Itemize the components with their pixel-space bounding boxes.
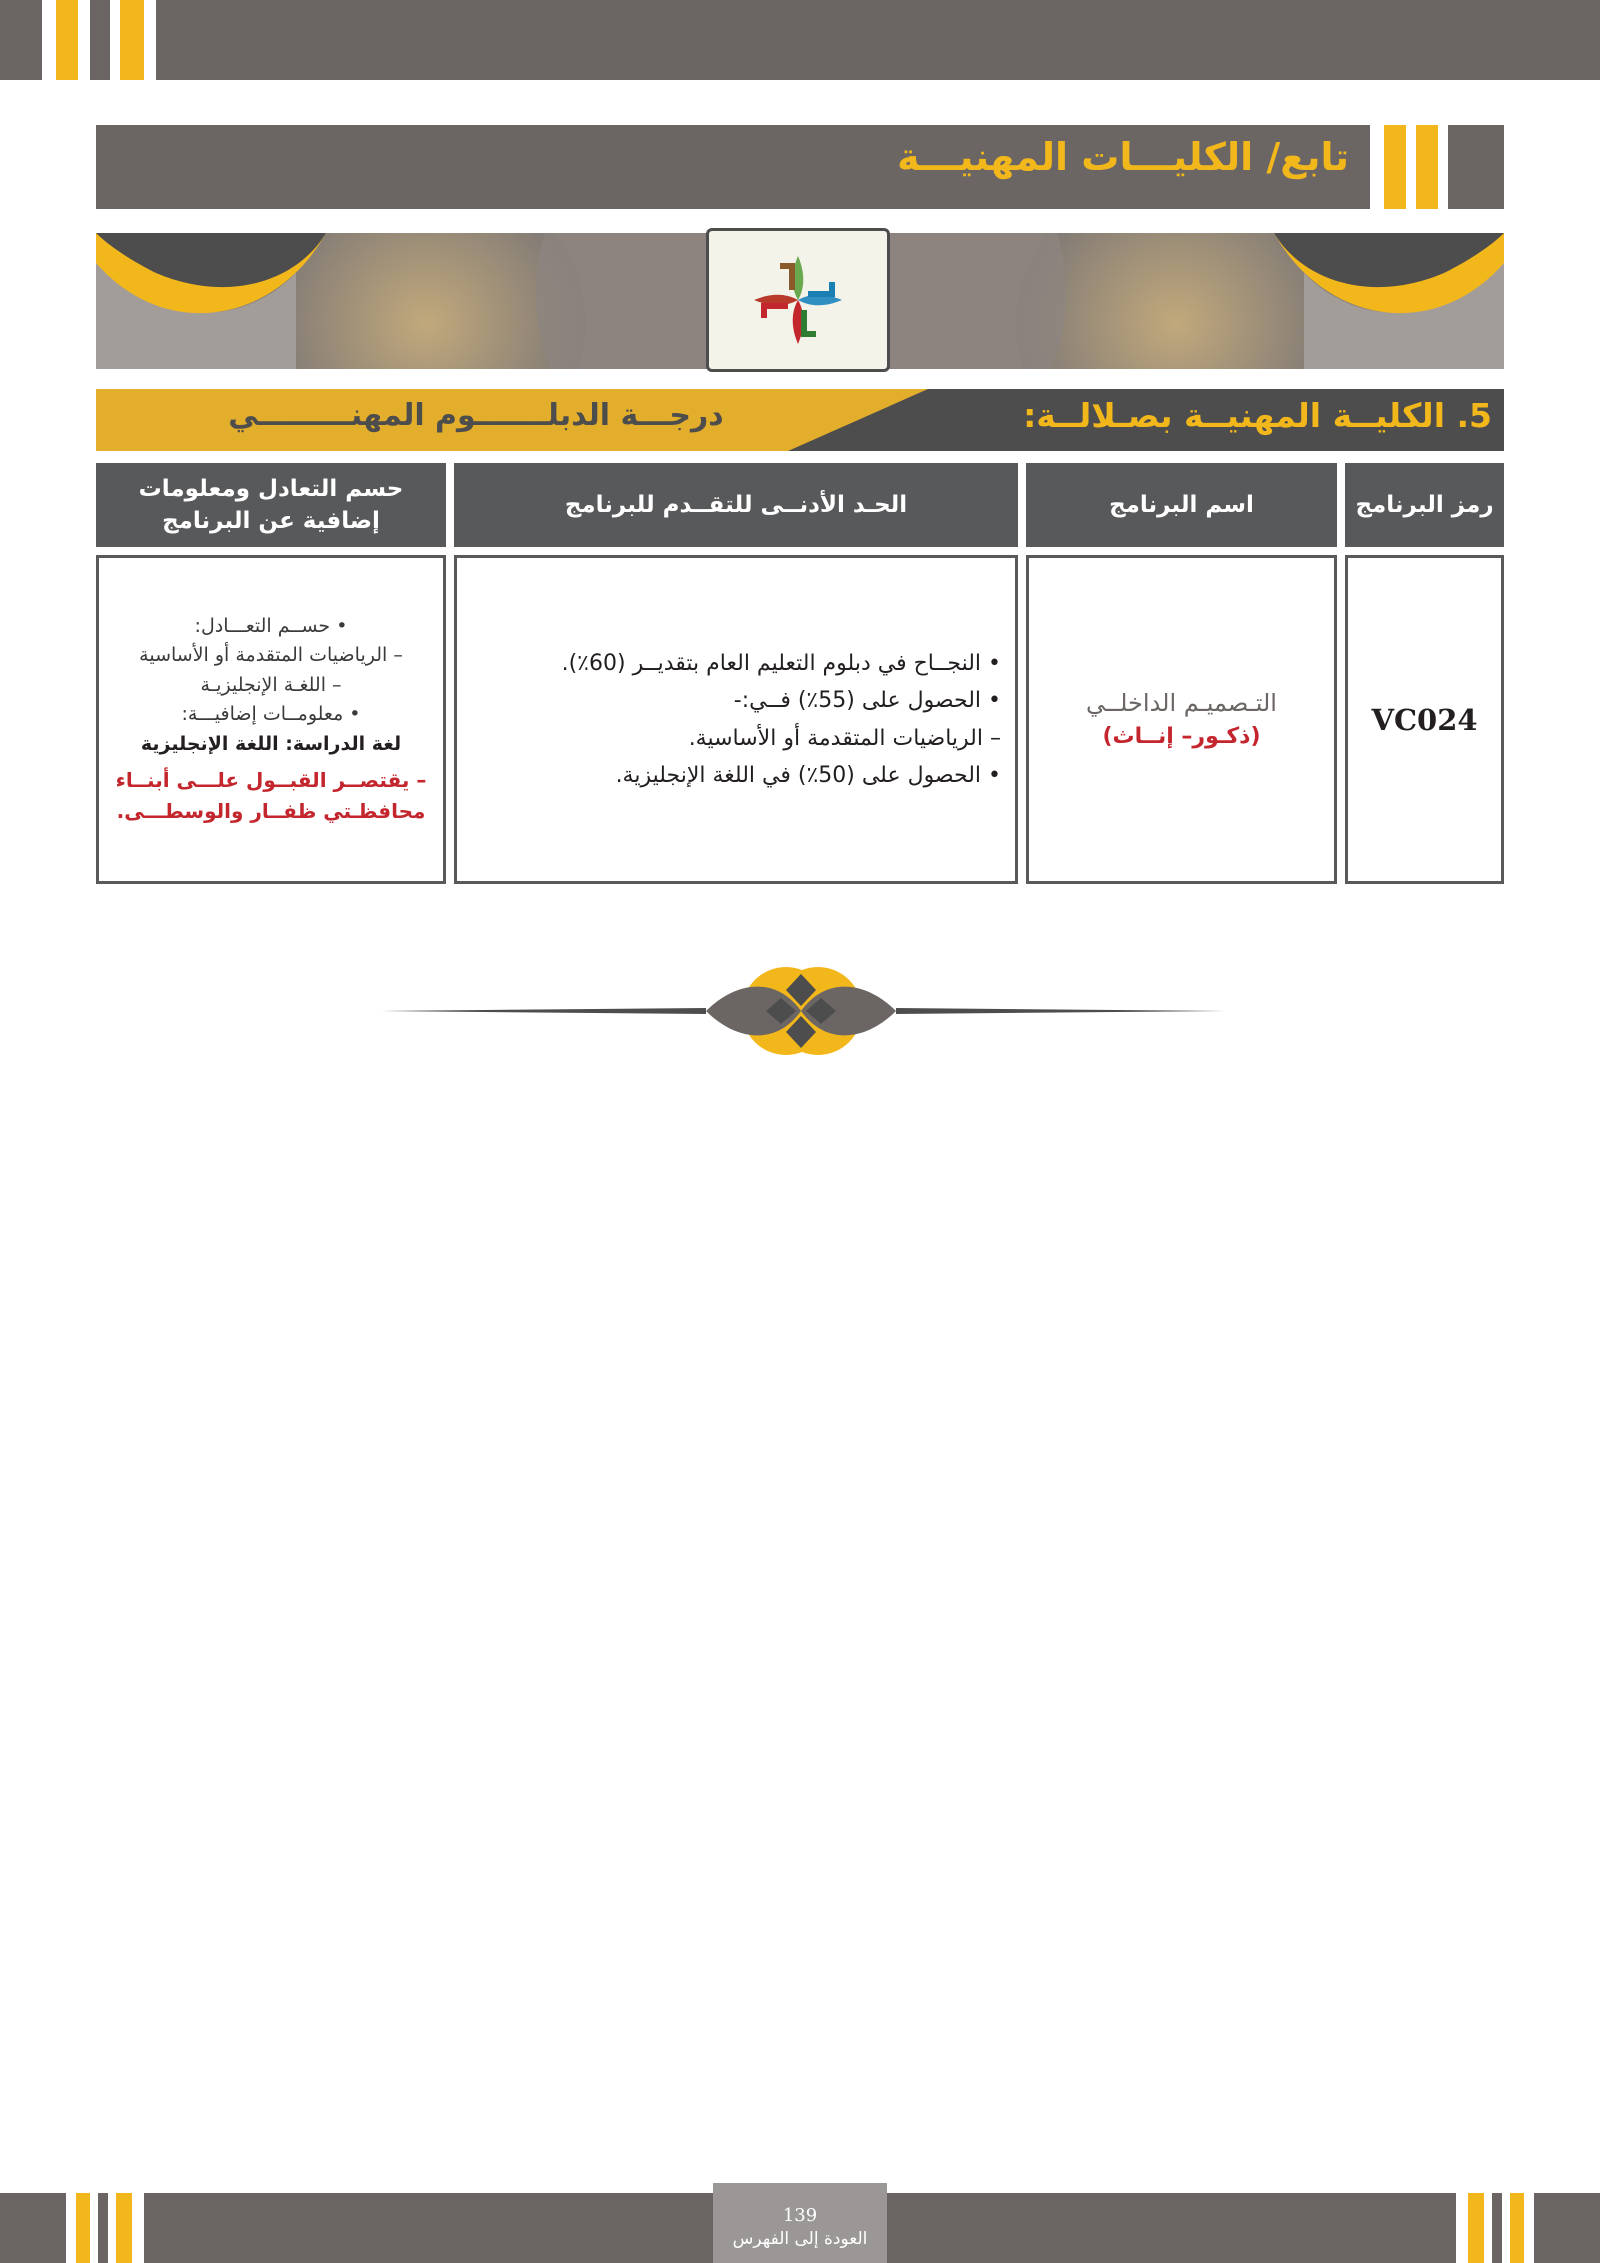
footer-stripe-white xyxy=(1456,2193,1468,2263)
footer-stripe-white xyxy=(1524,2193,1534,2263)
cell-program-code xyxy=(1345,555,1504,884)
footer-stripe-yellow xyxy=(116,2193,132,2263)
top-bar xyxy=(0,0,1600,80)
requirements-list xyxy=(562,645,1001,795)
logo-box xyxy=(706,228,890,372)
footer-stripe-white xyxy=(90,2193,98,2263)
footer-stripe-white xyxy=(1484,2193,1492,2263)
top-stripe-yellow xyxy=(56,0,78,80)
header-tiebreak-info: حسم التعادل ومعلومات إضافية عن البرنامج xyxy=(96,463,446,547)
title-stripe-yellow xyxy=(1416,125,1438,209)
footer-stripe-white xyxy=(132,2193,144,2263)
requirement-item: – الرياضيات المتقدمة أو الأساسية. xyxy=(688,725,1001,751)
title-stripe-white xyxy=(1370,125,1384,209)
footer-stripe-white xyxy=(1502,2193,1510,2263)
tiebreak-item: – اللغـة الإنجليزيـة xyxy=(200,673,342,696)
top-stripe-gray xyxy=(90,0,110,80)
section-title: تابع/ الكليـــات المهنيـــة xyxy=(897,135,1349,179)
section-title-bar xyxy=(96,125,1504,209)
divider-ornament-icon xyxy=(376,966,1226,1056)
cell-requirements xyxy=(454,555,1018,884)
requirement-item: • الحصول على (55٪) فــي:- xyxy=(733,688,1001,714)
top-stripe-white xyxy=(110,0,120,80)
program-code: VC024 xyxy=(1371,702,1478,737)
header-min-requirements: الحـد الأدنــى للتقــدم للبرنامج xyxy=(454,463,1018,547)
title-stripe-white xyxy=(1438,125,1448,209)
requirement-item: • النجــاح في دبلوم التعليم العام بتقديــر (60٪). xyxy=(561,650,1001,676)
top-stripe-white xyxy=(144,0,156,80)
footer-stripe-yellow xyxy=(76,2193,90,2263)
college-bar xyxy=(96,389,1504,451)
program-name-box xyxy=(1086,686,1277,753)
title-stripe-yellow xyxy=(1384,125,1406,209)
header-program-code: رمز البرنامج xyxy=(1345,463,1504,547)
degree-label: درجـــة الدبلـــــــوم المهنـــــــــي xyxy=(228,398,724,433)
header-program-name: اسم البرنامج xyxy=(1026,463,1337,547)
footer-stripe-yellow xyxy=(1510,2193,1524,2263)
info-title: • معلومــات إضافيـــة: xyxy=(181,703,361,726)
admission-restriction: – يقتصــر القبــول علـــى أبنــاء محافظـتي ظفــار والوسطـــى. xyxy=(115,768,427,824)
page-box[interactable] xyxy=(713,2183,887,2263)
page-number: 139 xyxy=(782,2205,818,2226)
back-to-index-link[interactable]: العودة إلى الفهرس xyxy=(732,2229,868,2249)
footer-stripe-white xyxy=(108,2193,116,2263)
title-stripe-white xyxy=(1406,125,1416,209)
tiebreak-info-box xyxy=(99,612,443,827)
footer-stripe-yellow xyxy=(1468,2193,1484,2263)
cell-program-name xyxy=(1026,555,1337,884)
top-stripe-white xyxy=(42,0,56,80)
requirement-item: • الحصول على (50٪) في اللغة الإنجليزية. xyxy=(615,762,1001,788)
tiebreak-title: • حســم التعـــادل: xyxy=(194,614,348,637)
cell-tiebreak-info xyxy=(96,555,446,884)
top-stripe-yellow xyxy=(120,0,144,80)
program-gender: (ذكـور– إنــاث) xyxy=(1102,723,1261,749)
ministry-logo-icon xyxy=(709,231,887,369)
college-name: 5. الكليــة المهنيــة بصـلالــة: xyxy=(1023,396,1492,435)
study-language: لغة الدراسة: اللغة الإنجليزية xyxy=(140,732,402,755)
top-stripe-gray xyxy=(0,0,42,80)
tiebreak-item: – الرياضيات المتقدمة أو الأساسية xyxy=(139,644,403,667)
top-stripe-white xyxy=(78,0,90,80)
program-name: التـصميـم الداخلــي xyxy=(1086,689,1277,718)
footer-stripe-white xyxy=(66,2193,76,2263)
